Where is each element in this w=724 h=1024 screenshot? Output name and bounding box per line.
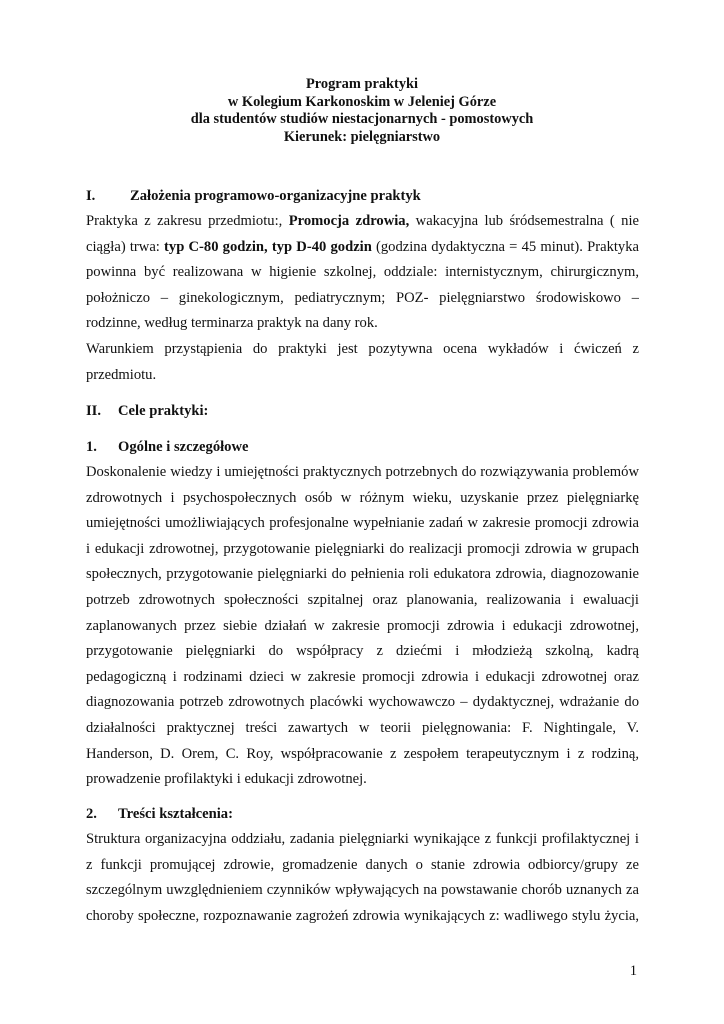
paragraph-line: społecznych, przygotowanie pielęgniarki do pełnienia roli edukatora zdrowia, diagnozowanie [86,566,639,583]
page-number: 1 [629,963,637,979]
title-line-3: dla studentów studiów niestacjonarnych - pomostowych [190,111,534,127]
subsection-2-heading [86,804,233,824]
paragraph-line: choroby społeczne, rozpoznawanie zagrożeń zdrowia wynikających z: wadliwego stylu życia, [86,907,639,924]
subsection-2-number: 2. [86,806,97,822]
subsection-2-paragraph [86,827,639,929]
paragraph-line: Struktura organizacyjna oddziału, zadania pielęgniarki wynikające z funkcji profilaktycznej i [86,831,639,847]
subsection-1-number: 1. [86,439,97,455]
paragraph-line: rodzinne, według terminarza praktyk na dany rok. [86,315,378,332]
paragraph-line: szczególnym uwzględnieniem czynników wpływających na powstawanie chorób uznanych za [86,882,639,899]
paragraph-line: powinna być realizowana w higienie szkolnej, oddziale: internistycznym, chirurgicznym, [86,264,639,281]
paragraph-line: potrzeb zdrowotnych społeczności szpitalnej oraz planowania, realizowania i ewaluacji [86,591,639,608]
paragraph-line: prowadzenie profilaktyki i edukacji zdrowotnej. [86,771,367,788]
subsection-1-title: Ogólne i szczegółowe [118,439,249,455]
paragraph-line: zdrowotnych i psychospołecznych osób w różnym wieku, uzyskanie przez pielęgniarkę [86,489,639,506]
section-1-number: I. [86,188,96,204]
title-line-4: Kierunek: pielęgniarstwo [283,128,441,145]
paragraph-line: Warunkiem przystąpienia do praktyki jest pozytywna ocena wykładów i ćwiczeń z [86,340,639,357]
section-2-title: Cele praktyki: [118,403,209,419]
subsection-1-heading [86,437,249,457]
paragraph-line: pedagogiczną i rodzinami dzieci w zakresie promocji zdrowia i edukacji zdrowotnej oraz [86,668,639,685]
document-title [0,76,724,146]
subsection-1-paragraph [86,460,639,793]
title-line-2: w Kolegium Karkonoskim w Jeleniej Górze [227,93,497,110]
subsection-2-title: Treści kształcenia: [118,806,233,822]
paragraph-line: i edukacji zdrowotnej, przygotowanie pielęgniarki do realizacji promocji zdrowia w grupach [86,540,639,557]
section-2-number: II. [86,403,102,419]
section-1-heading [86,186,421,206]
practice-duration: typ C-80 godzin, typ D-40 godzin [164,238,372,255]
paragraph-line: zaplanowanych przez siebie działań w zakresie promocji zdrowia i edukacji zdrowotnej, [86,617,639,634]
section-2-heading [86,401,208,421]
paragraph-line: umiejętności umożliwiających profesjonalne wypełnianie zadań w zakresie promocji zdrowia [86,515,639,532]
title-line-1: Program praktyki [305,76,419,92]
paragraph-line: ciągła) trwa: typ C-80 godzin, typ D-40 godzin (godzina dydaktyczna = 45 minut). Praktyka [86,238,639,255]
paragraph-line: Praktyka z zakresu przedmiotu:, Promocja zdrowia, wakacyjna lub śródsemestralna ( nie [86,213,639,229]
paragraph-line: położniczo – ginekologicznym, pediatrycznym; POZ- pielęgniarstwo środowiskowo – [86,289,639,306]
section-1-paragraph [86,209,639,388]
subject-name: Promocja zdrowia, [288,213,410,229]
paragraph-line: z funkcji promującej zdrowie, gromadzenie danych o stanie zdrowia odbiorcy/grupy ze [86,856,639,873]
paragraph-line: przedmiotu. [86,366,157,383]
paragraph-line: przygotowanie pielęgniarki do współpracy z dziećmi i młodzieżą szkolną, kadrą [86,643,639,660]
paragraph-line: Doskonalenie wiedzy i umiejętności praktycznych potrzebnych do rozwiązywania problemów [86,464,639,480]
section-1-title: Założenia programowo-organizacyjne praktyk [130,188,421,204]
paragraph-line: diagnozowania potrzeb zdrowotnych placówki wychowawczo – dydaktycznej, wdrażanie do [86,694,639,711]
paragraph-line: Handerson, D. Orem, C. Roy, współpracowanie z zespołem terapeutycznym i z rodziną, [86,745,639,762]
paragraph-line: działalności praktycznej treści zawartych w teorii pielęgnowania: F. Nightingale, V. [86,719,639,736]
